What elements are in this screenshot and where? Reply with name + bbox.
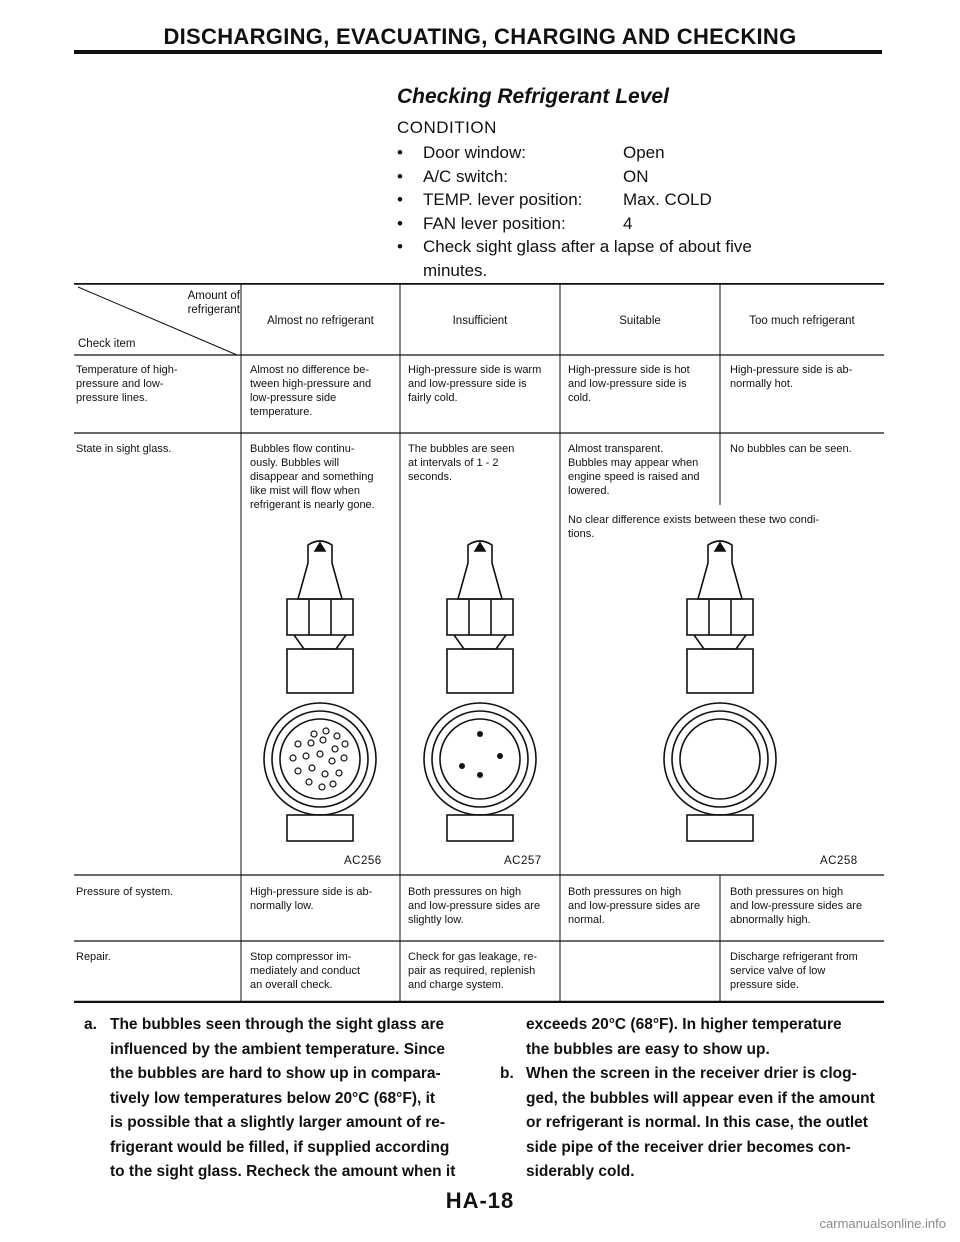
cell-text-line: and low-pressure side is: [568, 378, 687, 390]
note-a: [84, 1013, 464, 1185]
cell-temperature-too-much: [730, 363, 880, 391]
bullet-icon: •: [397, 213, 403, 233]
cell-text-line: normally low.: [250, 900, 314, 912]
cell-sight-suitable: [568, 442, 718, 498]
note-b-text: [526, 1062, 875, 1185]
condition-name: FAN lever position:: [423, 213, 566, 233]
cell-text-line: normally hot.: [730, 378, 793, 390]
corner-text-line: refrigerant: [187, 304, 240, 316]
condition-item: [397, 165, 837, 189]
note-line: When the screen in the receiver drier is clog-: [526, 1065, 857, 1082]
cell-sight-almost-no: [250, 442, 398, 512]
section-title: Checking Refrigerant Level: [397, 85, 669, 108]
cell-text-line: low-pressure side: [250, 392, 337, 404]
watermark: carmanualsonline.info: [819, 1216, 946, 1231]
cell-temperature-suitable: [568, 363, 718, 405]
page-header-title: DISCHARGING, EVACUATING, CHARGING AND CHECKING: [163, 24, 797, 49]
note-line: frigerant would be filled, if supplied according: [110, 1138, 450, 1156]
cell-text-line: like mist will flow when: [250, 485, 361, 497]
condition-label: CONDITION: [397, 118, 497, 137]
column-header-almost-no: Almost no refrigerant: [267, 315, 374, 327]
note-line: to the sight glass. Recheck the amount when it: [110, 1163, 456, 1180]
note-a-continued: [500, 1013, 884, 1062]
cell-text-line: an overall check.: [250, 979, 333, 991]
cell-text-line: at intervals of 1 - 2: [408, 457, 499, 469]
cell-text-line: and low-pressure side is: [408, 378, 527, 390]
bubble-icons: [459, 731, 503, 778]
refrigerant-table: [74, 283, 884, 1003]
cell-repair-too-much: [730, 950, 882, 992]
figure-label-ac257: AC257: [504, 855, 542, 867]
check-note-line: Check sight glass after a lapse of about five: [423, 237, 752, 256]
sight-glass-ac258-drawing: [664, 541, 776, 841]
cell-text-line: refrigerant is nearly gone.: [250, 499, 375, 511]
cell-pressure-insufficient: [408, 885, 558, 927]
note-a-text: [110, 1013, 455, 1185]
note-marker: a.: [84, 1016, 97, 1033]
row-label-pressure: Pressure of system.: [76, 886, 174, 898]
cell-repair-insufficient: [408, 950, 558, 992]
note-line: influenced by the ambient temperature. Since: [110, 1040, 446, 1058]
note-b-column: [500, 1013, 884, 1185]
cell-text-line: High-pressure side is warm: [408, 364, 542, 376]
condition-value: ON: [623, 166, 649, 186]
corner-text-line: Amount of: [187, 290, 240, 302]
bullet-icon: •: [397, 143, 403, 162]
cell-text-line: Almost transparent.: [568, 443, 664, 455]
note-marker: b.: [500, 1065, 514, 1082]
check-note-line: minutes.: [423, 260, 488, 280]
cell-text-line: High-pressure side is ab-: [250, 886, 373, 898]
cell-text-line: High-pressure side is ab-: [730, 364, 853, 376]
bullet-icon: •: [397, 190, 403, 209]
cell-text-line: pressure lines.: [76, 392, 148, 404]
condition-value: Max. COLD: [623, 190, 712, 209]
cell-text-line: pressure side.: [730, 979, 800, 991]
cell-text-line: abnormally high.: [730, 914, 811, 926]
sight-glass-ac257-drawing: [424, 541, 536, 841]
column-header-too-much: Too much refrigerant: [749, 315, 855, 327]
cell-text-line: cold.: [568, 392, 592, 404]
cell-text-line: Stop compressor im-: [250, 951, 352, 963]
cell-text-line: and charge system.: [408, 979, 504, 991]
column-header-suitable: Suitable: [619, 315, 661, 327]
bubble-icons: [290, 728, 348, 790]
condition-name: A/C switch:: [423, 166, 509, 186]
note-a-item: [84, 1013, 464, 1185]
cell-text-line: ously. Bubbles will: [250, 457, 340, 469]
cell-text-line: The bubbles are seen: [408, 443, 515, 455]
condition-value: Open: [623, 143, 665, 162]
note-line: or refrigerant is normal. In this case, the outlet: [526, 1114, 868, 1131]
note-line: The bubbles seen through the sight glass are: [110, 1016, 445, 1033]
note-line: side pipe of the receiver drier becomes con-: [526, 1138, 851, 1156]
cell-text-line: service valve of low: [730, 965, 826, 977]
row-label-temperature: [76, 363, 236, 405]
column-header-insufficient: Insufficient: [452, 315, 508, 327]
cell-text-line: Discharge refrigerant from: [730, 951, 858, 963]
note-line: siderably cold.: [526, 1163, 635, 1180]
condition-item: [397, 188, 837, 212]
corner-amount-label: [164, 289, 240, 317]
corner-check-item-label: Check item: [78, 338, 136, 350]
figure-label-ac258: AC258: [820, 855, 858, 867]
cell-text-line: Both pressures on high: [408, 886, 522, 898]
cell-text-line: fairly cold.: [408, 392, 458, 404]
row-label-sight-glass: State in sight glass.: [76, 443, 172, 455]
condition-item: [397, 235, 837, 259]
note-line: tively low temperatures below 20°C (68°F), it: [110, 1089, 436, 1107]
condition-value: 4: [623, 213, 633, 233]
condition-name: TEMP. lever position:: [423, 190, 583, 209]
note-line: the bubbles are hard to show up in compara-: [110, 1065, 441, 1082]
cell-text-line: Almost no difference be-: [250, 364, 370, 376]
note-line: is possible that a slightly larger amount of re-: [110, 1114, 446, 1131]
condition-name: Door window:: [423, 143, 526, 162]
cell-sight-too-much: No bubbles can be seen.: [730, 443, 852, 455]
page-number: HA-18: [445, 1188, 515, 1213]
cell-text-line: temperature.: [250, 406, 313, 418]
cell-repair-almost-no: [250, 950, 398, 992]
cell-text-line: Bubbles flow continu-: [250, 443, 355, 455]
note-line: exceeds 20°C (68°F). In higher temperature: [526, 1016, 842, 1033]
sight-glass-ac256-drawing: [264, 541, 376, 841]
cell-text-line: and low-pressure sides are: [568, 900, 701, 912]
condition-item: [397, 141, 837, 165]
cell-text-line: and low-pressure sides are: [730, 900, 863, 912]
note-b-item: [500, 1062, 884, 1185]
cell-text-line: No clear difference exists between these two condi-: [568, 514, 820, 526]
cell-text-line: mediately and conduct: [250, 965, 361, 977]
cell-text-line: Both pressures on high: [730, 886, 844, 898]
cell-text-line: slightly low.: [408, 914, 464, 926]
bullet-icon: •: [397, 237, 403, 256]
condition-list: [397, 141, 837, 282]
merged-note-suitable-too-much: [568, 513, 880, 541]
cell-text-line: High-pressure side is hot: [568, 364, 690, 376]
condition-item: [397, 212, 837, 236]
bullet-icon: •: [397, 166, 403, 186]
cell-text-line: tions.: [568, 528, 595, 540]
cell-temperature-insufficient: [408, 363, 558, 405]
cell-text-line: pair as required, replenish: [408, 965, 536, 977]
cell-text-line: Check for gas leakage, re-: [408, 951, 538, 963]
cell-text-line: lowered.: [568, 485, 610, 497]
cell-text-line: Bubbles may appear when: [568, 457, 699, 469]
cell-pressure-almost-no: [250, 885, 398, 913]
cell-text-line: Temperature of high-: [76, 364, 178, 376]
cell-text-line: engine speed is raised and: [568, 471, 700, 483]
cell-text-line: tween high-pressure and: [250, 378, 372, 390]
cell-text-line: pressure and low-: [76, 378, 164, 390]
cell-text-line: seconds.: [408, 471, 453, 483]
cell-sight-insufficient: [408, 442, 558, 484]
row-label-repair: Repair.: [76, 951, 111, 963]
note-line: the bubbles are easy to show up.: [526, 1040, 770, 1058]
cell-text-line: disappear and something: [250, 471, 374, 483]
cell-temperature-almost-no: [250, 363, 398, 419]
cell-text-line: Both pressures on high: [568, 886, 682, 898]
cell-pressure-too-much: [730, 885, 882, 927]
figure-label-ac256: AC256: [344, 855, 382, 867]
cell-text-line: normal.: [568, 914, 605, 926]
header-rule: [74, 50, 882, 54]
cell-pressure-suitable: [568, 885, 718, 927]
note-line: ged, the bubbles will appear even if the amount: [526, 1089, 875, 1107]
cell-text-line: and low-pressure sides are: [408, 900, 541, 912]
